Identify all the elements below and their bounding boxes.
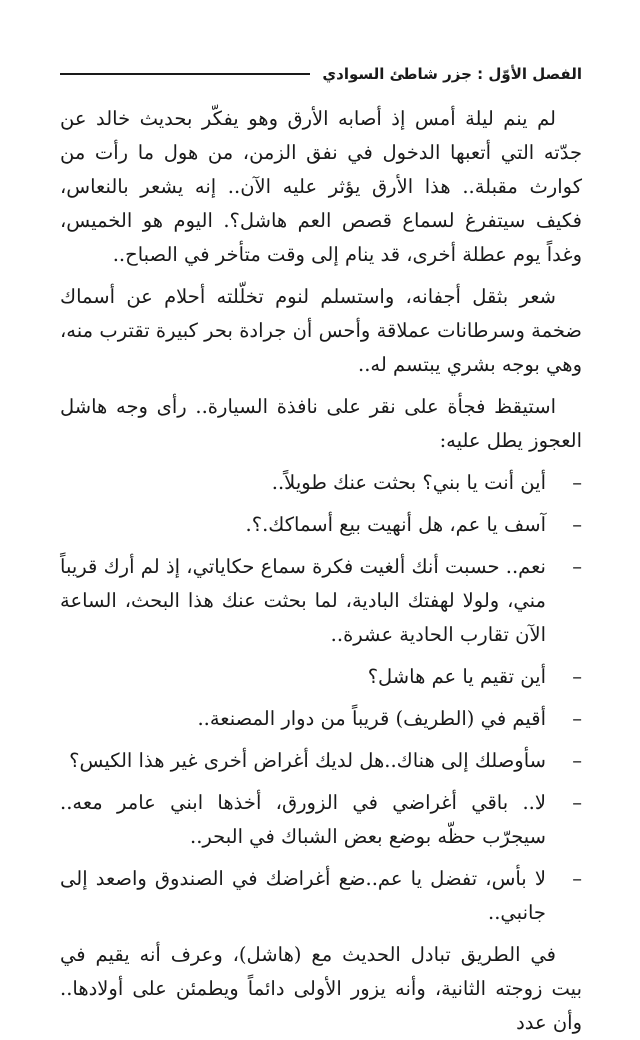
dialogue-dash: –: [572, 867, 582, 890]
dialogue-line: [60, 786, 582, 854]
dialogue-text: أين أنت يا بني؟ بحثت عنك طويلاً..: [271, 471, 546, 494]
dialogue-dash: –: [572, 707, 582, 730]
dialogue-dash: –: [572, 749, 582, 772]
running-header: [60, 60, 582, 88]
dialogue-text: آسف يا عم، هل أنهيت بيع أسماكك.؟.: [245, 513, 546, 536]
body-text: [60, 102, 582, 1040]
dialogue-text: أين تقيم يا عم هاشل؟: [367, 665, 546, 688]
dialogue-dash: –: [572, 555, 582, 578]
dialogue-text: سأوصلك إلى هناك..هل لديك أغراض أخرى غير هذا الكيس؟: [69, 749, 546, 772]
chapter-title: الفصل الأوّل : جزر شاطئ السوادي: [322, 65, 582, 83]
dialogue-text: لا.. باقي أغراضي في الزورق، أخذها ابني عامر معه.. سيجرّب حظّه بوضع بعض الشباك في البحر..: [60, 791, 546, 848]
paragraph: في الطريق تبادل الحديث مع (هاشل)، وعرف أنه يقيم في بيت زوجته الثانية، وأنه يزور الأولى دائماً ويطمئن على أولادها.. وأن عدد: [60, 943, 582, 1034]
dialogue-line: [60, 508, 582, 542]
dialogue-dash: –: [572, 471, 582, 494]
dialogue-dash: –: [572, 791, 582, 814]
dialogue-line: [60, 702, 582, 736]
dialogue-dash: –: [572, 513, 582, 536]
paragraph: استيقظ فجأة على نقر على نافذة السيارة.. رأى وجه هاشل العجوز يطل عليه:: [60, 395, 582, 452]
dialogue-text: لا بأس، تفضل يا عم..ضع أغراضك في الصندوق واصعد إلى جانبي..: [60, 867, 546, 924]
paragraph: شعر بثقل أجفانه، واستسلم لنوم تخلّلته أحلام عن أسماك ضخمة وسرطانات عملاقة وأحس أن جرادة بحر كبيرة تقترب منه، وهي بوجه بشري يبتسم له..: [60, 285, 582, 376]
header-rule: [60, 73, 310, 75]
dialogue-line: [60, 862, 582, 930]
dialogue-line: [60, 466, 582, 500]
dialogue-text: أقيم في (الطريف) قريباً من دوار المصنعة..: [197, 707, 546, 730]
dialogue-text: نعم.. حسبت أنك ألغيت فكرة سماع حكاياتي، إذ لم أرك قريباً مني، ولولا لهفتك البادية، لما بحثت عنك هذا البحث، الساعة الآن تقارب الحادية عشرة..: [60, 555, 546, 646]
paragraph: لم ينم ليلة أمس إذ أصابه الأرق وهو يفكّر بحديث خالد عن جدّته التي أتعبها الدخول في نفق الزمن، من هول ما رأت من كوارث مقبلة.. هذا الأرق يؤثر عليه الآن.. إنه يشعر بالنعاس، فكيف سيتفرغ لسماع قصص العم هاشل؟. اليوم هو الخميس، وغداً يوم عطلة أخرى، قد ينام إلى وقت متأخر في الصباح..: [60, 107, 582, 266]
dialogue-line: [60, 660, 582, 694]
dialogue-line: [60, 550, 582, 652]
dialogue-line: [60, 744, 582, 778]
dialogue-dash: –: [572, 665, 582, 688]
